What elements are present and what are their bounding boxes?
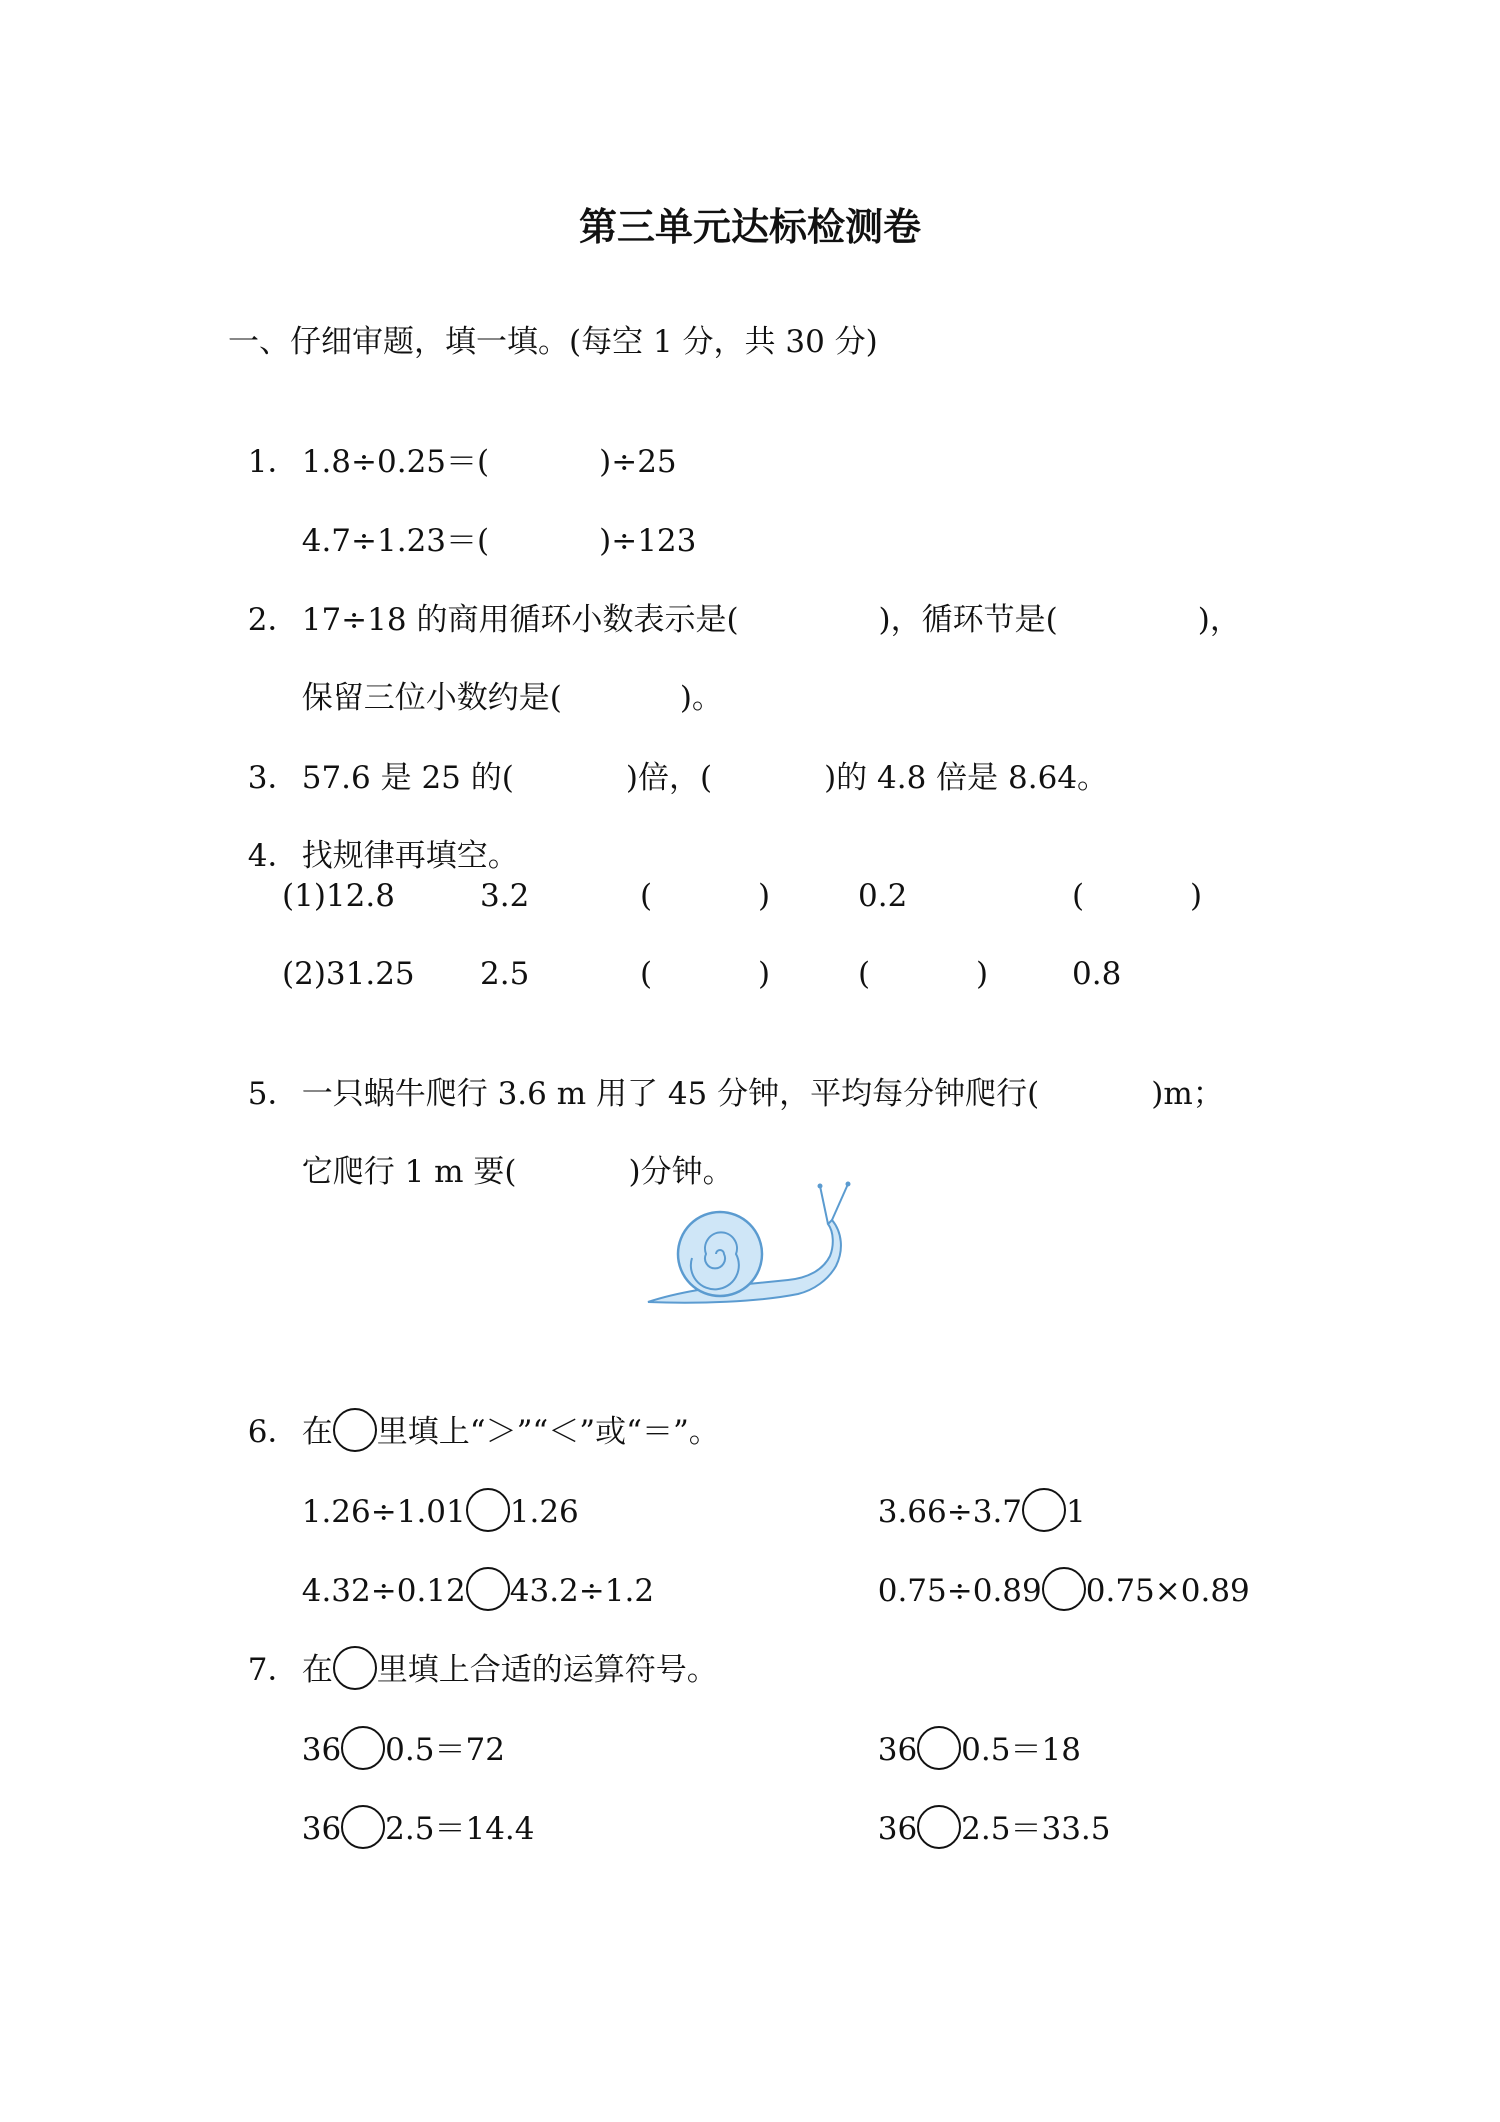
question-2-line-2 (282, 638, 723, 716)
q7-text-post: 里填上合适的运算符号。 (376, 1652, 718, 1688)
comparison-right: 43.2÷1.2 (509, 1573, 655, 1609)
circle-answer-blank[interactable] (341, 1726, 385, 1770)
q2-text-e: )。 (679, 680, 723, 716)
q5-text-d: )分钟。 (628, 1154, 734, 1190)
circle-answer-blank[interactable] (341, 1805, 385, 1849)
question-4 (228, 796, 519, 874)
q1-b-right: )÷123 (599, 523, 697, 559)
circle-answer-blank[interactable] (917, 1805, 961, 1849)
question-7 (228, 1606, 718, 1688)
operator-right: 0.5＝18 (961, 1732, 1081, 1768)
q2-text-d: 保留三位小数约是( (301, 680, 562, 716)
comparison-left: 1.26÷1.01 (301, 1494, 466, 1530)
operator-right: 0.5＝72 (385, 1732, 505, 1768)
sequence-item: (2)31.25 (282, 956, 415, 992)
circle-answer-blank[interactable] (917, 1726, 961, 1770)
question-1-line-2 (282, 481, 697, 559)
question-1-line-1 (228, 402, 677, 480)
operator-item (282, 1765, 535, 1849)
operator-left: 36 (301, 1811, 342, 1847)
comparison-item (858, 1527, 1250, 1611)
question-2-line-1 (228, 560, 1241, 638)
circle-answer-blank[interactable] (466, 1488, 510, 1532)
q2-text-a: 17÷18 的商用循环小数表示是( (301, 602, 739, 638)
blank-close-paren: ) (758, 956, 771, 992)
q6-text-post: 里填上“＞”“＜”或“＝”。 (376, 1414, 720, 1450)
operator-item (858, 1765, 1111, 1849)
operator-left: 36 (301, 1732, 342, 1768)
comparison-item (858, 1448, 1086, 1532)
q2-text-c: )， (1197, 602, 1241, 638)
operator-item (282, 1686, 505, 1770)
question-5-line-1 (228, 1034, 1224, 1112)
q3-text-b: )倍，( (625, 760, 713, 796)
question-5-line-2 (282, 1112, 734, 1190)
comparison-left: 0.75÷0.89 (877, 1573, 1042, 1609)
q7-text-pre: 在 (301, 1652, 333, 1688)
sequence-item: (1)12.8 (282, 878, 395, 914)
q5-text-c: 它爬行 1 m 要( (301, 1154, 517, 1190)
sequence-item: 2.5 (480, 956, 530, 992)
snail-illustration (638, 1180, 868, 1310)
sequence-item: 3.2 (480, 878, 530, 914)
section-heading: 一、仔细审题，填一填。(每空 1 分，共 30 分) (228, 324, 878, 360)
comparison-right: 1 (1066, 1494, 1086, 1530)
operator-left: 36 (877, 1811, 918, 1847)
circle-answer-blank[interactable] (1042, 1567, 1086, 1611)
blank-open-paren[interactable]: ( (858, 956, 871, 992)
blank-open-paren[interactable]: ( (640, 878, 653, 914)
comparison-item (282, 1448, 579, 1532)
question-number: 7． (247, 1652, 299, 1688)
question-number: 3． (247, 760, 299, 796)
question-number: 2． (247, 602, 299, 638)
circle-answer-blank[interactable] (1022, 1488, 1066, 1532)
blank-close-paren: ) (976, 956, 989, 992)
q1-b-left: 4.7÷1.23＝( (301, 523, 490, 559)
blank-open-paren[interactable]: ( (640, 956, 653, 992)
operator-right: 2.5＝14.4 (385, 1811, 535, 1847)
q6-text-pre: 在 (301, 1414, 333, 1450)
page-title: 第三单元达标检测卷 (578, 205, 921, 249)
circle-answer-blank[interactable] (466, 1567, 510, 1611)
operator-item (858, 1686, 1081, 1770)
comparison-left: 4.32÷0.12 (301, 1573, 466, 1609)
question-number: 4． (247, 838, 299, 874)
sequence-item: 0.8 (1072, 956, 1122, 992)
q1-a-right: )÷25 (599, 444, 677, 480)
blank-open-paren[interactable]: ( (1072, 878, 1085, 914)
question-number: 5． (247, 1076, 299, 1112)
q3-text-c: )的 4.8 倍是 8.64。 (824, 760, 1109, 796)
question-6 (228, 1368, 720, 1450)
circle-blank-icon (333, 1408, 377, 1452)
operator-right: 2.5＝33.5 (961, 1811, 1111, 1847)
q3-text-a: 57.6 是 25 的( (301, 760, 514, 796)
comparison-item (282, 1527, 654, 1611)
blank-close-paren: ) (1190, 878, 1203, 914)
q4-text: 找规律再填空。 (301, 838, 519, 874)
operator-left: 36 (877, 1732, 918, 1768)
blank-close-paren: ) (758, 878, 771, 914)
q1-a-left: 1.8÷0.25＝( (301, 444, 490, 480)
question-number: 1． (247, 444, 299, 480)
question-number: 6． (247, 1414, 299, 1450)
q5-text-a: 一只蜗牛爬行 3.6 m 用了 45 分钟，平均每分钟爬行( (301, 1076, 1040, 1112)
comparison-right: 1.26 (509, 1494, 579, 1530)
q5-text-b: )m； (1151, 1076, 1224, 1112)
question-3 (228, 718, 1109, 796)
comparison-right: 0.75×0.89 (1085, 1573, 1250, 1609)
sequence-item: 0.2 (858, 878, 908, 914)
comparison-left: 3.66÷3.7 (877, 1494, 1023, 1530)
q2-text-b: )，循环节是( (878, 602, 1058, 638)
circle-blank-icon (333, 1646, 377, 1690)
